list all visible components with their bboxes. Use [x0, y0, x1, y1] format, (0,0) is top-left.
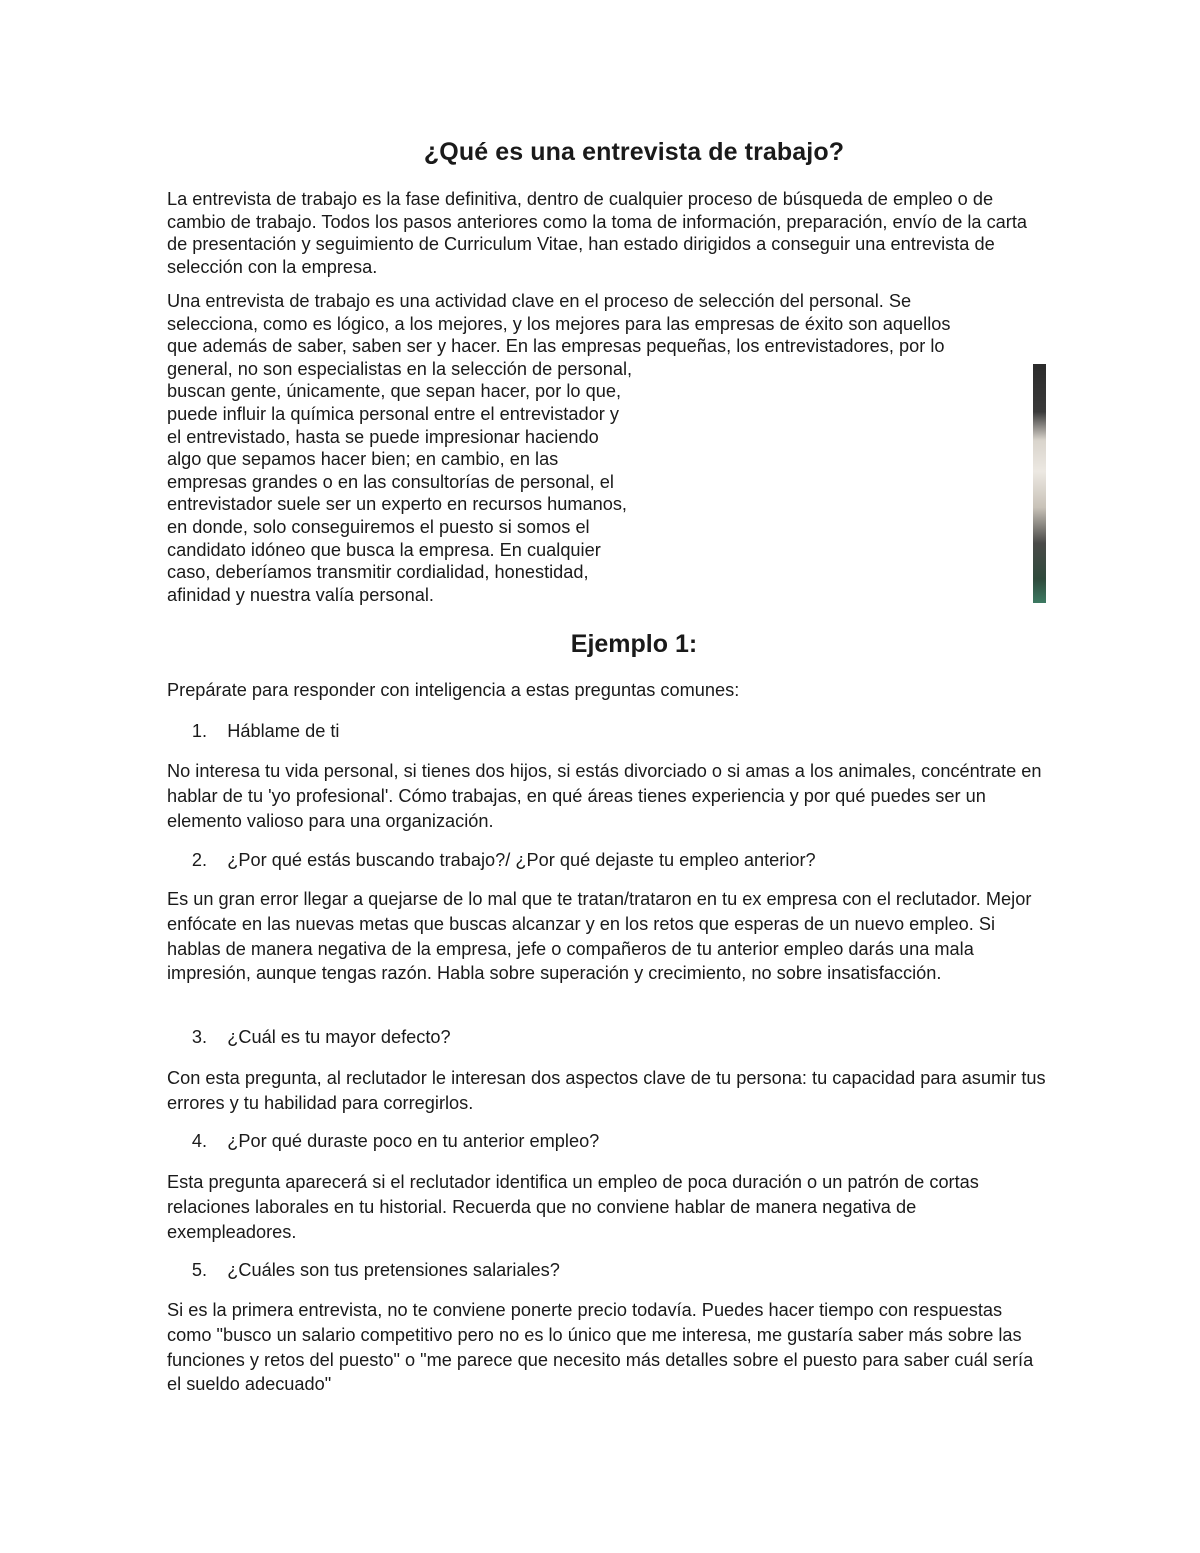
document-title: ¿Qué es una entrevista de trabajo?	[423, 138, 845, 166]
question-item	[167, 1130, 599, 1152]
paragraph-line: general, no son especialistas en la selección de personal,	[167, 358, 633, 379]
paragraph-line: en donde, solo conseguiremos el puesto si somos el	[167, 516, 590, 537]
paragraph-line: buscan gente, únicamente, que sepan hacer, por lo que,	[167, 381, 622, 402]
paragraph-line: algo que sepamos hacer bien; en cambio, en las	[167, 449, 559, 470]
paragraph-intro: La entrevista de trabajo es la fase definitiva, dentro de cualquier proceso de búsqueda de empleo o de cambio de trabajo. Todos los pasos anteriores como la toma de información, preparación, envío de la carta de presentación y seguimiento de Curriculum Vitae, han estado dirigidos a conseguir una entrevista de selección con la empresa.	[167, 189, 1028, 277]
question-text	[212, 721, 339, 741]
paragraph-selection	[167, 290, 1047, 606]
question-label: ¿Por qué estás buscando trabajo?/ ¿Por qué dejaste tu empleo anterior?	[227, 850, 816, 870]
paragraph-line: caso, deberíamos transmitir cordialidad, honestidad,	[167, 562, 589, 583]
question-text	[212, 850, 816, 870]
photo-image	[1033, 364, 1046, 603]
question-number: 3.	[191, 1027, 207, 1047]
question-item	[167, 1026, 451, 1048]
paragraph-line: empresas grandes o en las consultorías de personal, el	[167, 471, 614, 492]
paragraph-line: selecciona, como es lógico, a los mejores, y los mejores para las empresas de éxito son aquellos	[167, 313, 951, 334]
question-number: 5.	[191, 1260, 207, 1280]
question-answer: Si es la primera entrevista, no te conviene ponerte precio todavía. Puedes hacer tiempo con respuestas como "busco un salario competitivo pero no es lo único que me interesa, me gustaría saber más sobre las funciones y retos del puesto" o "me parece que necesito más detalles sobre el puesto para saber cuál sería el sueldo adecuado"	[167, 1300, 1034, 1395]
question-label: Háblame de ti	[227, 721, 340, 741]
paragraph-line: candidato idóneo que busca la empresa. En cualquier	[167, 539, 601, 560]
question-item	[167, 720, 339, 742]
question-answer: Esta pregunta aparecerá si el reclutador identifica un empleo de poca duración o un patrón de cortas relaciones laborales en tu historial. Recuerda que no conviene hablar de manera negativa de exempleadores.	[167, 1172, 979, 1242]
question-number: 1.	[191, 721, 207, 741]
paragraph-line: entrevistador suele ser un experto en recursos humanos,	[167, 494, 627, 515]
question-answer: No interesa tu vida personal, si tienes dos hijos, si estás divorciado o si amas a los animales, concéntrate en hablar de tu 'yo profesional'. Cómo trabajas, en qué áreas tienes experiencia y por qué puedes ser un elemento valioso para una organización.	[167, 761, 1042, 831]
question-label: ¿Cuáles son tus pretensiones salariales?	[227, 1260, 560, 1280]
question-label: ¿Por qué duraste poco en tu anterior empleo?	[227, 1131, 600, 1151]
question-answer: Con esta pregunta, al reclutador le interesan dos aspectos clave de tu persona: tu capacidad para asumir tus errores y tu habilidad para corregirlos.	[167, 1068, 1046, 1113]
question-number: 4.	[191, 1131, 207, 1151]
question-answer: Es un gran error llegar a quejarse de lo mal que te tratan/trataron en tu ex empresa con el reclutador. Mejor enfócate en las nuevas metas que buscas alcanzar y en los retos que esperas de un nuevo empleo. Si hablas de manera negativa de la empresa, jefe o compañeros de tu anterior empleo darás una mala impresión, aunque tengas razón. Habla sobre superación y crecimiento, no sobre insatisfacción.	[167, 889, 1032, 984]
paragraph-line: Una entrevista de trabajo es una actividad clave en el proceso de selección del personal. Se	[167, 291, 912, 311]
questions-intro: Prepárate para responder con inteligencia a estas preguntas comunes:	[167, 680, 740, 700]
paragraph-line: que además de saber, saben ser y hacer. En las empresas pequeñas, los entrevistadores, por lo	[167, 336, 945, 357]
paragraph-line: afinidad y nuestra valía personal.	[167, 584, 434, 605]
question-label: ¿Cuál es tu mayor defecto?	[227, 1027, 451, 1047]
question-text	[212, 1027, 451, 1047]
example-heading: Ejemplo 1:	[570, 630, 698, 658]
question-item	[167, 1259, 560, 1281]
paragraph-line: puede influir la química personal entre el entrevistador y	[167, 403, 619, 424]
paragraph-line: el entrevistado, hasta se puede impresionar haciendo	[167, 426, 599, 447]
question-text	[212, 1260, 560, 1280]
question-number: 2.	[191, 850, 207, 870]
question-item	[167, 849, 816, 871]
question-text	[212, 1131, 599, 1151]
